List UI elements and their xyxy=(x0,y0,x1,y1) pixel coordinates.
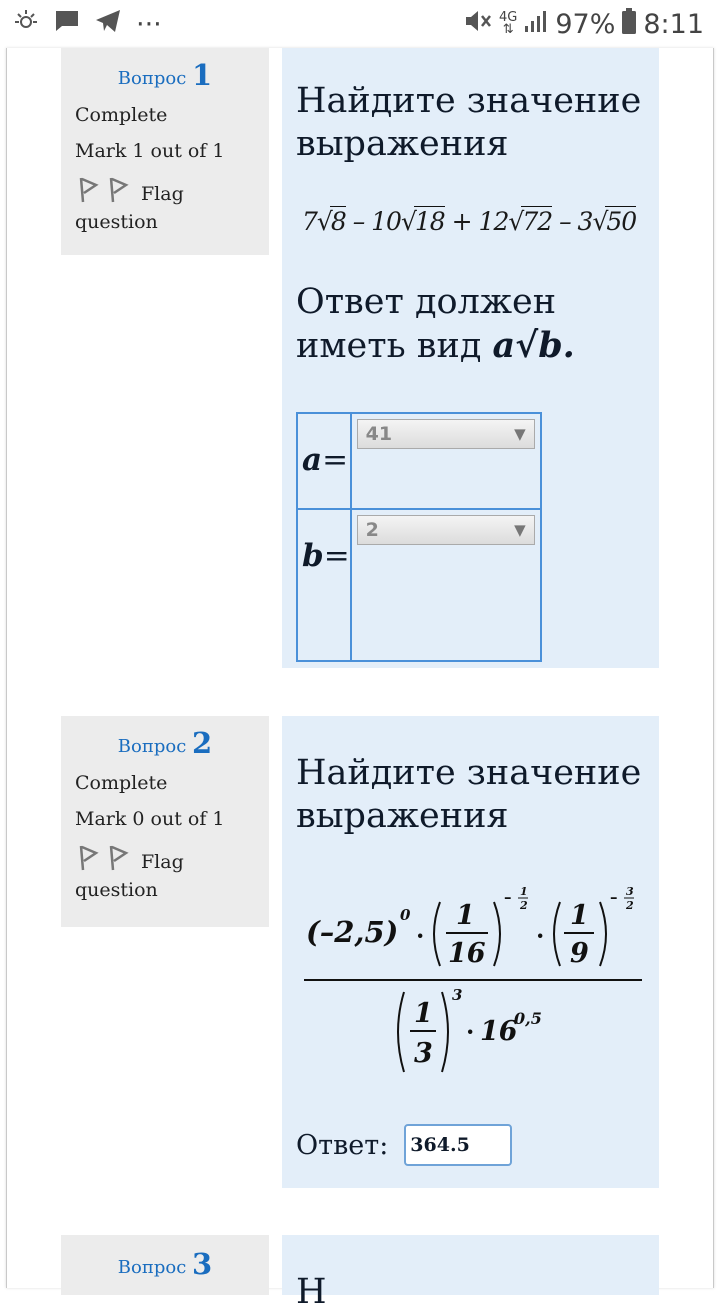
clock: 8:11 xyxy=(643,8,704,40)
field-b-label: b= xyxy=(297,509,351,661)
den-exponent: 0,5 xyxy=(514,1009,542,1028)
frac1-exp-num: 1 xyxy=(520,885,528,898)
question-mark: Mark 1 out of 1 xyxy=(75,140,225,162)
answer-row xyxy=(296,1124,512,1166)
base-exponent: 0 xyxy=(400,906,411,924)
more-notifications-icon: ··· xyxy=(136,8,162,40)
fraction-expression xyxy=(304,882,644,1086)
base-term: (–2,5) xyxy=(306,915,399,949)
den-frac-exponent: 3 xyxy=(452,986,463,1004)
frac1-denominator: 16 xyxy=(448,938,486,969)
question-1-content xyxy=(282,48,659,668)
signal-icon xyxy=(523,9,549,40)
telegram-icon xyxy=(94,8,122,41)
question-prompt: Найдите значение выражения xyxy=(296,81,642,164)
flag-question-link[interactable]: Flag question xyxy=(75,176,255,234)
dot-3: · xyxy=(466,1017,475,1046)
answer-table xyxy=(296,412,542,662)
den-frac-numerator: 1 xyxy=(414,998,433,1029)
chat-icon xyxy=(54,8,80,41)
field-b-select[interactable]: 2 ▼ xyxy=(357,515,535,545)
question-number: Вопрос 3 xyxy=(117,1247,213,1281)
question-prompt: Н xyxy=(296,1272,327,1312)
field-a-cell xyxy=(351,413,541,509)
flag-icon xyxy=(75,844,133,878)
question-number: Вопрос 1 xyxy=(117,58,213,92)
field-a-select[interactable]: 41 ▼ xyxy=(357,419,535,449)
flag-icon xyxy=(75,176,133,210)
den-frac-denominator: 3 xyxy=(414,1038,433,1069)
status-bar xyxy=(0,0,720,48)
frac2-numerator: 1 xyxy=(570,900,589,931)
network-type: 4G ⇅ xyxy=(498,10,518,37)
frac2-exp-den: 2 xyxy=(626,899,634,912)
dropdown-arrow-icon: ▼ xyxy=(514,521,526,539)
question-state: Complete xyxy=(75,772,168,794)
question-state: Complete xyxy=(75,104,168,126)
radical-expression: 7√8 – 10√18 + 12√72 – 3√50 xyxy=(302,207,637,236)
frac2-exp-num: 3 xyxy=(626,885,634,898)
answer-form-hint: Ответ должен иметь вид a√b. xyxy=(296,282,575,366)
den-base: 16 xyxy=(480,1016,518,1047)
question-3-info xyxy=(61,1235,269,1295)
dropdown-arrow-icon: ▼ xyxy=(514,425,526,443)
answer-label: Ответ: xyxy=(296,1129,389,1161)
frac1-exp-den: 2 xyxy=(520,899,528,912)
question-1-info xyxy=(61,48,269,255)
frac2-denominator: 9 xyxy=(570,938,589,969)
question-prompt: Найдите значение выражения xyxy=(296,753,642,836)
question-mark: Mark 0 out of 1 xyxy=(75,808,225,830)
question-number: Вопрос 2 xyxy=(117,726,213,760)
dot-2: · xyxy=(536,921,545,950)
answer-input[interactable]: 364.5 xyxy=(404,1124,512,1166)
field-a-label: a= xyxy=(297,413,351,509)
mute-icon xyxy=(463,7,493,42)
frac1-numerator: 1 xyxy=(456,900,475,931)
question-3-content xyxy=(282,1235,659,1312)
question-2-content xyxy=(282,716,659,1188)
frac1-exp-sign: – xyxy=(504,888,512,906)
battery-icon xyxy=(621,7,637,42)
sun-eye-icon xyxy=(12,8,40,41)
flag-question-link[interactable]: Flag question xyxy=(75,844,255,902)
question-2-info xyxy=(61,716,269,927)
dot-1: · xyxy=(416,921,425,950)
battery-percent: 97% xyxy=(555,8,616,40)
frac2-exp-sign: – xyxy=(610,888,618,906)
field-b-cell xyxy=(351,509,541,661)
